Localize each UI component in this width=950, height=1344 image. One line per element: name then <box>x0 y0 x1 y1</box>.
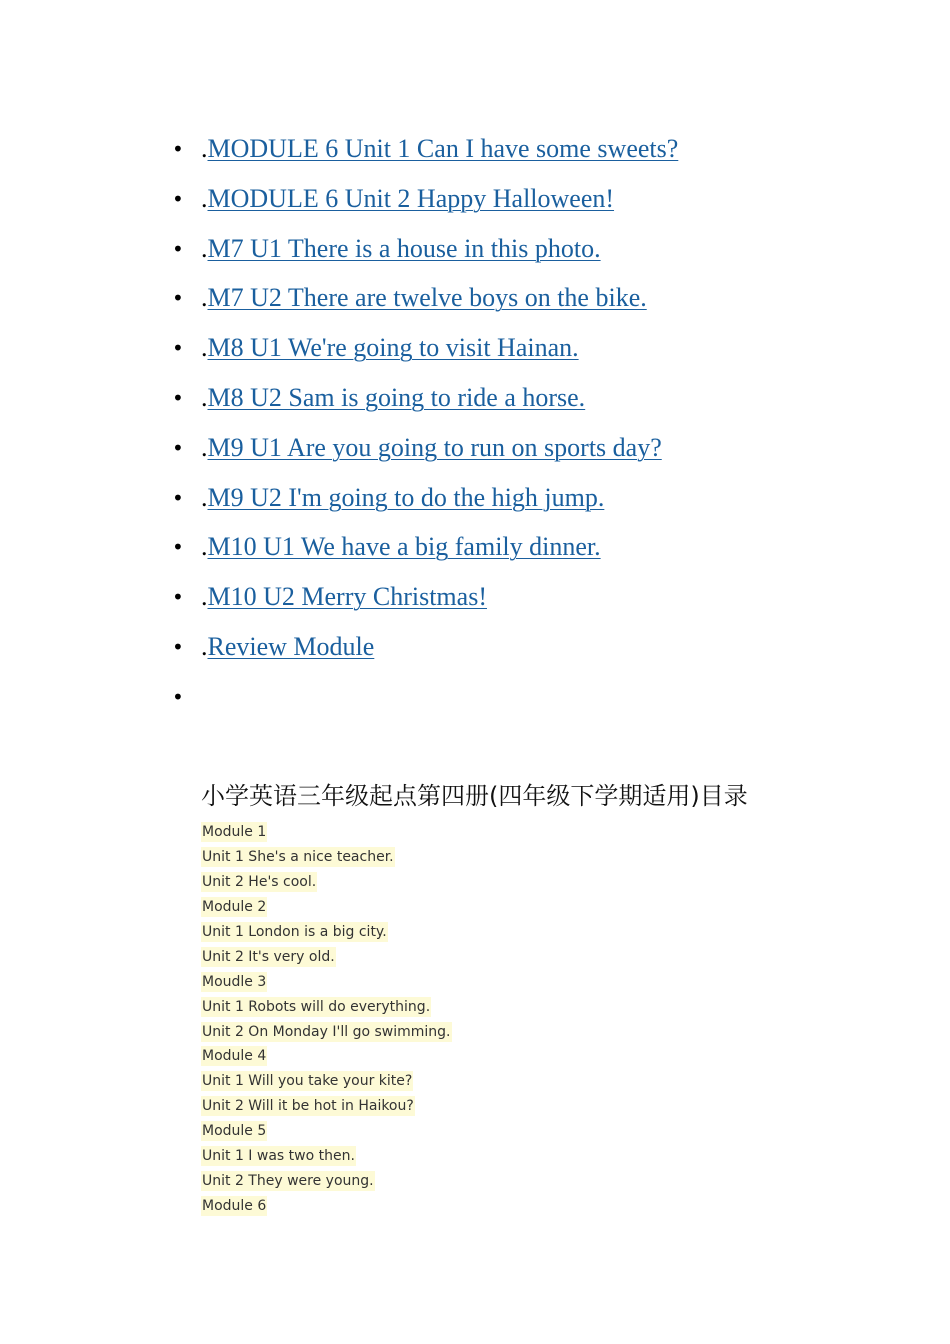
bullet-icon: • <box>172 485 184 510</box>
list-item <box>0 622 950 672</box>
toc-item-label: Module 5 <box>202 1123 267 1140</box>
item-prefix: . <box>201 134 208 163</box>
bullet-icon: • <box>172 236 184 261</box>
unit-link[interactable]: Review Module <box>207 631 375 661</box>
toc-item <box>201 872 452 897</box>
item-prefix: . <box>201 482 208 512</box>
item-prefix: . <box>201 532 208 562</box>
toc-item <box>201 1096 452 1121</box>
unit-link[interactable]: M10 U2 Merry Christmas! <box>207 582 487 612</box>
toc-item-label: Unit 2 Will it be hot in Haikou? <box>202 1098 414 1115</box>
toc-item-label: Unit 1 London is a big city. <box>202 923 387 940</box>
bullet-icon: • <box>172 336 184 361</box>
toc-item-label: Module 6 <box>202 1198 267 1215</box>
toc-item-label: Unit 1 I was two then. <box>202 1148 355 1165</box>
list-item <box>0 522 950 572</box>
unit-link[interactable]: M8 U1 We're going to visit Hainan. <box>207 333 579 363</box>
toc-item <box>201 947 452 972</box>
item-prefix: . <box>201 333 208 363</box>
toc-item-label: Unit 1 Will you take your kite? <box>202 1073 413 1090</box>
toc-item-label: Unit 1 Robots will do everything. <box>202 998 431 1015</box>
list-item <box>0 473 950 523</box>
toc-item-label: Unit 1 She's a nice teacher. <box>202 848 394 865</box>
bullet-icon: • <box>172 634 184 659</box>
toc-item-label: Unit 2 He's cool. <box>202 873 317 890</box>
bullet-icon: • <box>172 286 184 311</box>
toc-item-label: Unit 2 On Monday I'll go swimming. <box>202 1023 451 1040</box>
item-prefix: . <box>201 283 208 313</box>
list-item <box>0 174 950 224</box>
toc-item <box>201 972 452 997</box>
item-prefix: . <box>201 382 208 412</box>
unit-link-list <box>0 124 950 722</box>
toc-item-label: Module 4 <box>202 1048 267 1065</box>
unit-link[interactable]: M7 U2 There are twelve boys on the bike. <box>207 283 647 313</box>
bullet-icon: • <box>172 186 184 211</box>
toc-item <box>201 1196 452 1221</box>
empty-list-item <box>0 672 950 722</box>
unit-link[interactable]: M9 U1 Are you going to run on sports day? <box>207 432 662 462</box>
unit-link[interactable]: M7 U1 There is a house in this photo. <box>207 233 601 263</box>
toc-item-label: Moudle 3 <box>202 973 267 990</box>
bullet-icon: • <box>172 385 184 410</box>
bullet-icon: • <box>172 137 184 161</box>
bullet-icon: • <box>172 435 184 460</box>
list-item <box>0 273 950 323</box>
toc-item <box>201 822 452 847</box>
toc-list <box>201 822 452 1221</box>
toc-item <box>201 1146 452 1171</box>
toc-item-label: Unit 2 They were young. <box>202 1173 374 1190</box>
item-prefix: . <box>201 233 208 263</box>
list-item <box>0 423 950 473</box>
list-item <box>0 572 950 622</box>
list-item <box>0 224 950 274</box>
toc-item <box>201 997 452 1022</box>
toc-item-label: Module 1 <box>202 824 267 840</box>
toc-item <box>201 1121 452 1146</box>
unit-link[interactable]: MODULE 6 Unit 1 Can I have some sweets? <box>207 134 679 163</box>
unit-link[interactable]: M9 U2 I'm going to do the high jump. <box>207 482 605 512</box>
item-prefix: . <box>201 631 208 661</box>
toc-title: 小学英语三年级起点第四册(四年级下学期适用)目录 <box>201 782 748 810</box>
toc-item <box>201 922 452 947</box>
toc-item-label: Module 2 <box>202 898 267 915</box>
item-prefix: . <box>201 432 208 462</box>
toc-item <box>201 847 452 872</box>
toc-item <box>201 1022 452 1047</box>
toc-item <box>201 1071 452 1096</box>
item-prefix: . <box>201 183 208 213</box>
bullet-icon: • <box>172 535 184 560</box>
toc-item <box>201 1046 452 1071</box>
bullet-icon: • <box>172 585 184 610</box>
list-item <box>0 373 950 423</box>
list-item <box>0 124 950 174</box>
unit-link[interactable]: M8 U2 Sam is going to ride a horse. <box>207 382 586 412</box>
bullet-icon: • <box>172 684 184 709</box>
item-prefix: . <box>201 582 208 612</box>
toc-item-label: Unit 2 It's very old. <box>202 948 335 965</box>
toc-item <box>201 897 452 922</box>
unit-link[interactable]: MODULE 6 Unit 2 Happy Halloween! <box>207 183 615 213</box>
toc-item <box>201 1171 452 1196</box>
list-item <box>0 323 950 373</box>
unit-link[interactable]: M10 U1 We have a big family dinner. <box>207 532 601 562</box>
